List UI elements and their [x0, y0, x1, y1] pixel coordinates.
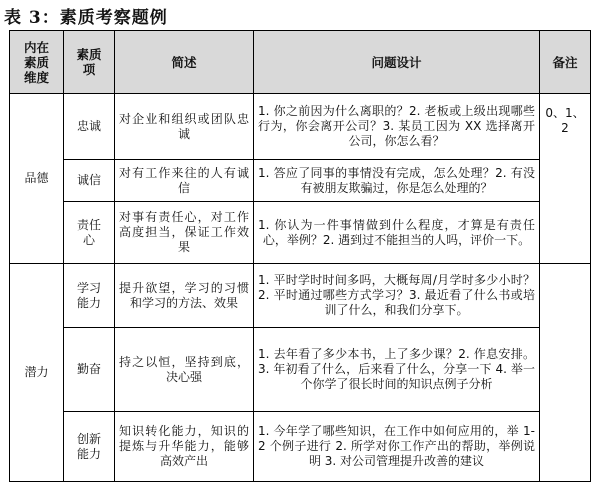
questions-cell: 1. 平时学时时间多吗，大概每周/月学时多少小时？2. 平时通过哪些方式学习？3. 最近看了什么书或培训了什么，和我们分享下。 — [254, 264, 540, 328]
table-row — [10, 160, 591, 202]
quality-cell: 忠诚 — [64, 94, 115, 160]
dimension-cell: 品德 — [10, 94, 64, 264]
questions-cell: 1. 你认为一件事情做到什么程度，才算是有责任心，举例？2. 遇到过不能担当的人吗，评价一下。 — [254, 202, 540, 264]
quality-cell: 学习能力 — [64, 264, 115, 328]
header-dimension: 内在素质维度 — [10, 31, 64, 94]
quality-cell: 责任心 — [64, 202, 115, 264]
header-questions: 问题设计 — [254, 31, 540, 94]
quality-cell: 诚信 — [64, 160, 115, 202]
quality-cell: 创新能力 — [64, 412, 115, 482]
dimension-cell: 潜力 — [10, 264, 64, 482]
table-row — [10, 94, 591, 160]
desc-cell: 提升欲望，学习的习惯和学习的方法、效果 — [115, 264, 254, 328]
questions-cell: 1. 你之前因为什么离职的？2. 老板或上级出现哪些行为，你会离开公司？3. 某员工因为 XX 选择离开公司，你怎么看？ — [254, 94, 540, 160]
quality-cell: 勤奋 — [64, 328, 115, 412]
questions-cell: 1. 今年学了哪些知识，在工作中如何应用的，举 1-2 个例子进行 2. 所学对你工作产出的帮助，举例说明 3. 对公司管理提升改善的建议 — [254, 412, 540, 482]
questions-cell: 1. 去年看了多少本书，上了多少课？2. 作息安排。3. 年初看了什么，后来看了什么，分享一下 4. 举一个你学了很长时间的知识点例子分析 — [254, 328, 540, 412]
desc-cell: 对有工作来往的人有诚信 — [115, 160, 254, 202]
table-row — [10, 202, 591, 264]
questions-cell: 1. 答应了同事的事情没有完成，怎么处理？2. 有没有被朋友欺骗过，你是怎么处理的？ — [254, 160, 540, 202]
desc-cell: 对事有责任心，对工作高度担当，保证工作效果 — [115, 202, 254, 264]
table-row — [10, 264, 591, 328]
remark-cell: 0、1、2 — [540, 94, 591, 264]
header-remark: 备注 — [540, 31, 591, 94]
header-desc: 简述 — [115, 31, 254, 94]
desc-cell: 持之以恒，坚持到底，决心强 — [115, 328, 254, 412]
table-row — [10, 412, 591, 482]
desc-cell: 对企业和组织或团队忠诚 — [115, 94, 254, 160]
quality-table — [9, 30, 591, 482]
header-quality: 素质项 — [64, 31, 115, 94]
desc-cell: 知识转化能力，知识的提炼与升华能力，能够高效产出 — [115, 412, 254, 482]
table-row — [10, 328, 591, 412]
header-row — [10, 31, 591, 94]
table-title: 表 3：素质考察题例 — [4, 8, 168, 28]
remark-cell-empty — [540, 264, 591, 482]
